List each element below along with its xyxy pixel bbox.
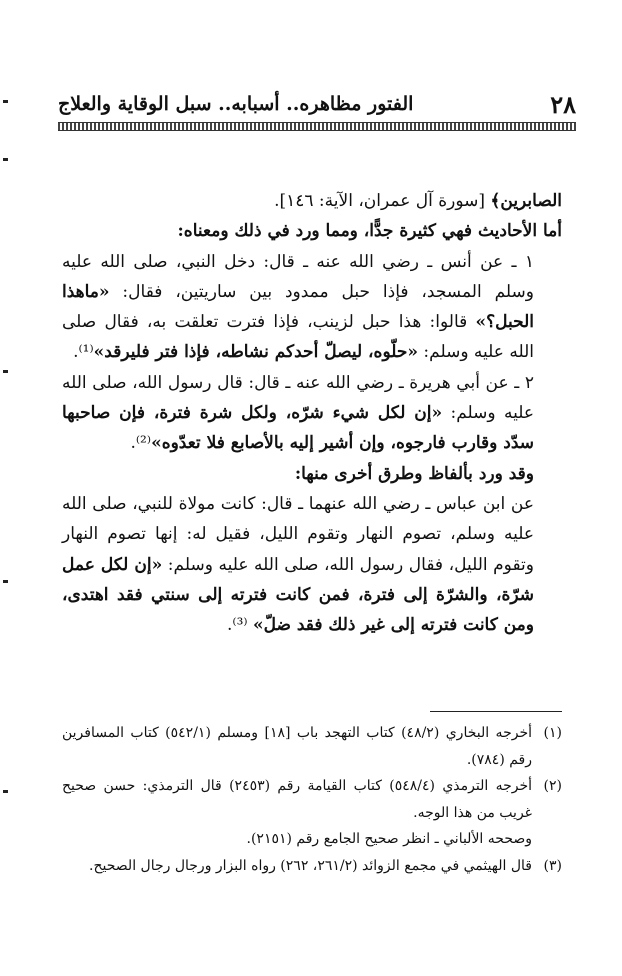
footnote-ref: ⁽¹⁾. [73,342,94,363]
scan-margin-mark [3,158,8,161]
scan-margin-mark [3,100,8,103]
footnote-2-continuation: وصححه الألباني ـ انظر صحيح الجامع رقم (٢١٥١). [246,831,532,847]
hadith-1 [62,247,562,368]
running-title: الفتور مظاهره.. أسبابه.. سبل الوقاية والعلاج [58,93,414,115]
hadith-3 [62,489,562,640]
other-narrations-heading: وقد ورد بألفاظ وطرق أخرى منها: [294,463,534,484]
footnote-2 [62,773,562,826]
verse-ending [62,186,562,216]
hadith-1-quote: «حلّوه، ليصلّ أحدكم نشاطه، فإذا فتر فليرقد» [93,342,418,363]
footnote-1 [62,720,562,773]
hadith-2 [62,368,562,459]
footnote-separator [430,711,562,712]
hadith-2-quote: «إن لكل شيء شرّه، ولكل شرة فترة، فإن صاحبها سدّد وقارب فارجوه، وإن أشير إليه بالأصابع فلا تعدّوه» [62,403,534,454]
hadith-3-quote: «إن لكل عمل شرّة، والشرّة إلى فترة، فمن كانت فترته إلى سنتي فقد اهتدى، ومن كانت فترته إلى غير ذلك فقد ضلّ» [62,554,534,636]
verse-word: الصابرين﴾ [490,191,562,211]
footnote-number: (٢) [543,778,562,794]
footnote-text: قال الهيثمي في مجمع الزوائد (٢٦١/٢، ٢٦٢) رواه البزار ورجال رجال الصحيح. [89,857,532,874]
hadith-1-text: قالوا: هذا حبل لزينب، فإذا فترت تعلقت به، فقال صلى الله عليه وسلم: [62,312,534,363]
hadith-1-quote: «ماهذا الحبل؟» [62,281,534,333]
hadith-3-text: عن ابن عباس ـ رضي الله عنهما ـ قال: كانت مولاة للنبي، صلى الله عليه وسلم، تصوم النهار وتقوم الليل، فقيل له: إنها تصوم النهار وتقوم الليل، فقال رسول الله، صلى الله عليه وسلم: [62,493,534,575]
page-number: ٢٨ [550,89,576,119]
footnote-text: أخرجه البخاري (٤٨/٢) كتاب التهجد باب [١٨] ومسلم (٥٤٢/١) كتاب المسافرين رقم (٧٨٤). [62,725,532,768]
footnote-ref: ⁽²⁾. [130,433,152,454]
hadith-intro: أما الأحاديث فهي كثيرة جدًّا، ومما ورد في ذلك ومعناه: [177,221,562,242]
footnote-number: (٣) [543,857,562,874]
verse-reference: [سورة آل عمران، الآية: ١٤٦]. [274,191,491,211]
main-text [62,186,562,640]
header-rule [58,122,576,131]
scan-margin-mark [3,790,8,793]
hadith-1-text: ١ ـ عن أنس ـ رضي الله عنه ـ قال: دخل النبي، صلى الله عليه وسلم المسجد، فإذا حبل ممدود بين ساريتين، فقال: [62,251,534,302]
footnote-number: (١) [543,725,562,741]
footnote-3 [62,853,562,880]
footnote-text: أخرجه الترمذي (٥٤٨/٤) كتاب القيامة رقم (٢٤٥٣) قال الترمذي: حسن صحيح غريب من هذا الوجه. [62,778,533,821]
footnotes [62,720,562,879]
scan-margin-mark [3,370,8,373]
scan-margin-mark [3,580,8,583]
footnote-ref: ⁽³⁾. [226,615,253,636]
hadith-2-text: ٢ ـ عن أبي هريرة ـ رضي الله عنه ـ قال: قال رسول الله، صلى الله عليه وسلم: [62,372,534,424]
running-header [58,90,576,118]
